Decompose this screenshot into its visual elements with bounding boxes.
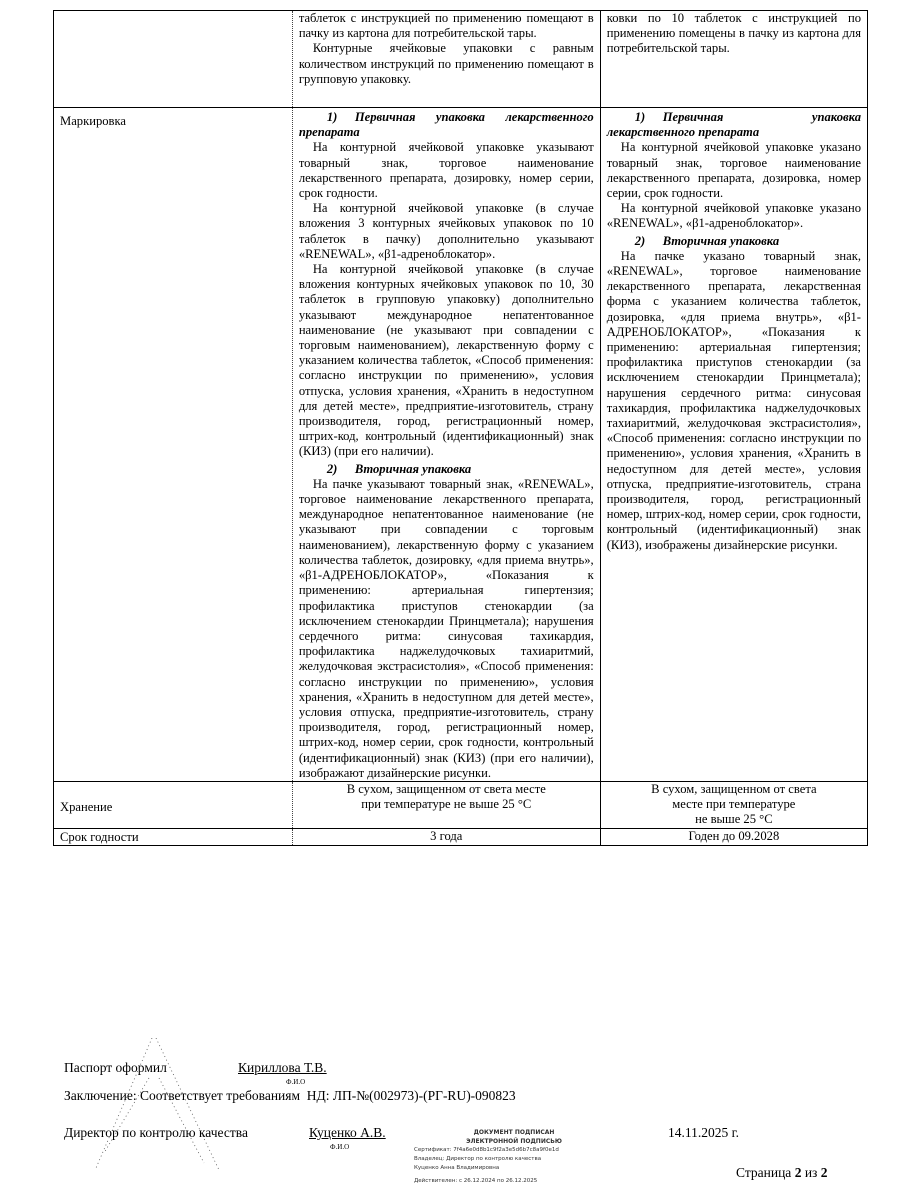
row-label bbox=[54, 11, 293, 108]
paragraph: На пачке указано товарный знак, «RENEWAL», торговое наименование лекарственного препарата, лекарственная форма с указанием количества таблеток, дозировка, «для приема внутрь», «β1-АДРЕНОБЛОКАТОР», «Показания к применению: артериальная гипертензия; профилактика приступов стенокардии (за исключением стенокардии Принцметала); нарушения сердечного ритма: синусовая тахикардия, профилактика наджелудочковых тахиаритмий, желудочковая экстрасистолия», «Способ применения: согласно инструкции по применению», условия хранения, «Хранить в недоступном для детей месте», условия отпуска, предприятие-изготовитель, страна производителя, город, регистрационный номер, штрих-код, номер серии, срок годности, контрольный (идентификационный) знак (КИЗ), изображены дизайнерские рисунки. bbox=[606, 248, 861, 552]
paragraph: На контурной ячейковой упаковке указывают товарный знак, торговое наименование лекарственного препарата, дозировку, номер серии, срок годности. bbox=[298, 140, 594, 201]
row-label-storage: Хранение bbox=[54, 781, 293, 828]
actual-cell bbox=[600, 11, 867, 108]
watermark-triangle-icon bbox=[94, 1038, 224, 1173]
stamp-certificate: Сертификат: 7f4a6e0d8b1c9f2a3e5d6b7c8a9f0e1d bbox=[414, 1147, 559, 1153]
shelf-life-actual: Годен до 09.2028 bbox=[600, 828, 867, 845]
electronic-signature-stamp bbox=[414, 1128, 614, 1186]
row-label-marking: Маркировка bbox=[54, 108, 293, 782]
paragraph: На контурной ячейковой упаковке указано товарный знак, торговое наименование лекарственного препарата, дозировка, номер серии, срок годности. bbox=[606, 140, 861, 201]
paragraph: На контурной ячейковой упаковке указано «RENEWAL», «β1-адреноблокатор». bbox=[606, 201, 861, 231]
storage-actual bbox=[600, 781, 867, 828]
stamp-owner-name: Куценко Анна Владимировна bbox=[414, 1165, 500, 1171]
conclusion-label: Заключение: bbox=[64, 1088, 137, 1103]
director-fio-caption: Ф.И.О bbox=[330, 1143, 350, 1151]
conclusion-text: Соответствует требованиям bbox=[139, 1088, 301, 1103]
director-label: Директор по контролю качества bbox=[64, 1125, 248, 1140]
stamp-title: ДОКУМЕНТ ПОДПИСАН bbox=[473, 1129, 555, 1136]
paragraph: Контурные ячейковые упаковки с равным количеством инструкций по применению помещают в групповую упаковку. bbox=[298, 41, 594, 86]
paragraph: На пачке указывают товарный знак, «RENEWAL», торговое наименование лекарственного препарата, международное непатентованное наименование (не указывают при совпадении с торговым наименованием), лекарственную форму с указанием количества таблеток, дозировку, «для приема внутрь», «β1-АДРЕНОБЛОКАТОР», «Показания к применению: артериальная гипертензия; профилактика приступов стенокардии (за исключением стенокардии Принцметала); нарушения сердечного ритма: синусовая тахикардия, профилактика наджелудочковых тахиаритмий, желудочковая экстрасистолия», «Способ применения: согласно инструкции по применению», условия хранения, «Хранить в недоступном для детей месте», условия отпуска, предприятие-изготовитель, страну производителя, город, регистрационный номер, штрих-код, номер серии, срок годности, контрольный (идентификационный) знак (КИЗ) (при его наличии), изображают дизайнерские рисунки. bbox=[298, 476, 594, 780]
shelf-life-spec: 3 года bbox=[292, 828, 600, 845]
passport-author-name: Кириллова Т.В. bbox=[238, 1060, 327, 1075]
fio-caption: Ф.И.О bbox=[286, 1078, 306, 1086]
paragraph: На контурной ячейковой упаковке (в случае вложения 3 контурных ячейковых упаковок по 10 таблеток в пачку) дополнительно указывают «RENEWAL», «β1-адреноблокатор». bbox=[298, 201, 594, 261]
paragraph: ковки по 10 таблеток с инструкцией по применению помещены в пачку из картона для потребительской тары. bbox=[606, 11, 861, 56]
row-label-shelf-life: Срок годности bbox=[54, 828, 293, 845]
marking-row bbox=[54, 108, 868, 782]
stamp-owner: Владелец: Директор по контролю качества bbox=[414, 1156, 542, 1162]
packaging-row-continued bbox=[54, 11, 868, 108]
spec-cell bbox=[292, 108, 600, 782]
stamp-validity: Действителен: с 26.12.2024 по 26.12.2025 bbox=[414, 1178, 538, 1184]
paragraph: На контурной ячейковой упаковке (в случае вложения контурных ячейковых упаковок по 10, 30 таблеток в групповую упаковку) дополнительно указывают международное непатентованное наименование (не указывают при совпадении с торговым наименованием), лекарственную форму с указанием количества таблеток, «Способ применения: согласно инструкции по применению», условия отпуска, условия хранения, «Хранить в недоступном для детей месте», предприятие-изготовитель, страну производителя, город, регистрационный номер, штрих-код, контрольный (идентификационный) знак (КИЗ) (при его наличии). bbox=[298, 262, 594, 459]
section-heading: 2) Вторичная упаковка bbox=[634, 233, 780, 248]
director-name: Куценко А.В. bbox=[309, 1125, 386, 1140]
text-line: не выше 25 °С bbox=[695, 812, 773, 827]
conclusion-line bbox=[64, 1088, 516, 1104]
nd-reference: НД: ЛП-№(002973)-(РГ-RU)-090823 bbox=[306, 1088, 516, 1103]
text-line: месте при температуре bbox=[672, 797, 796, 812]
passport-author-label: Паспорт оформил bbox=[64, 1060, 167, 1075]
storage-spec bbox=[292, 781, 600, 828]
signature-date: 14.11.2025 г. bbox=[668, 1125, 740, 1140]
text-line: В сухом, защищенном от света bbox=[651, 781, 817, 796]
text-line: В сухом, защищенном от света месте bbox=[346, 781, 546, 796]
section-heading: 1) Первичная упаковка лекарственного препарата bbox=[606, 110, 861, 140]
stamp-title: ЭЛЕКТРОННОЙ ПОДПИСЬЮ bbox=[466, 1138, 562, 1145]
shelf-life-row bbox=[54, 828, 868, 845]
actual-cell bbox=[600, 108, 867, 782]
paragraph: таблеток с инструкцией по применению помещают в пачку из картона для потребительской тары. bbox=[298, 11, 594, 41]
storage-row bbox=[54, 781, 868, 828]
passport-table bbox=[53, 10, 868, 846]
section-heading: 1) Первичная упаковка лекарственного препарата bbox=[298, 110, 594, 140]
text-line: при температуре не выше 25 °С bbox=[361, 797, 532, 812]
page-number: Страница 2 из 2 bbox=[736, 1165, 828, 1180]
spec-cell bbox=[292, 11, 600, 108]
section-heading: 2) Вторичная упаковка bbox=[326, 461, 472, 476]
